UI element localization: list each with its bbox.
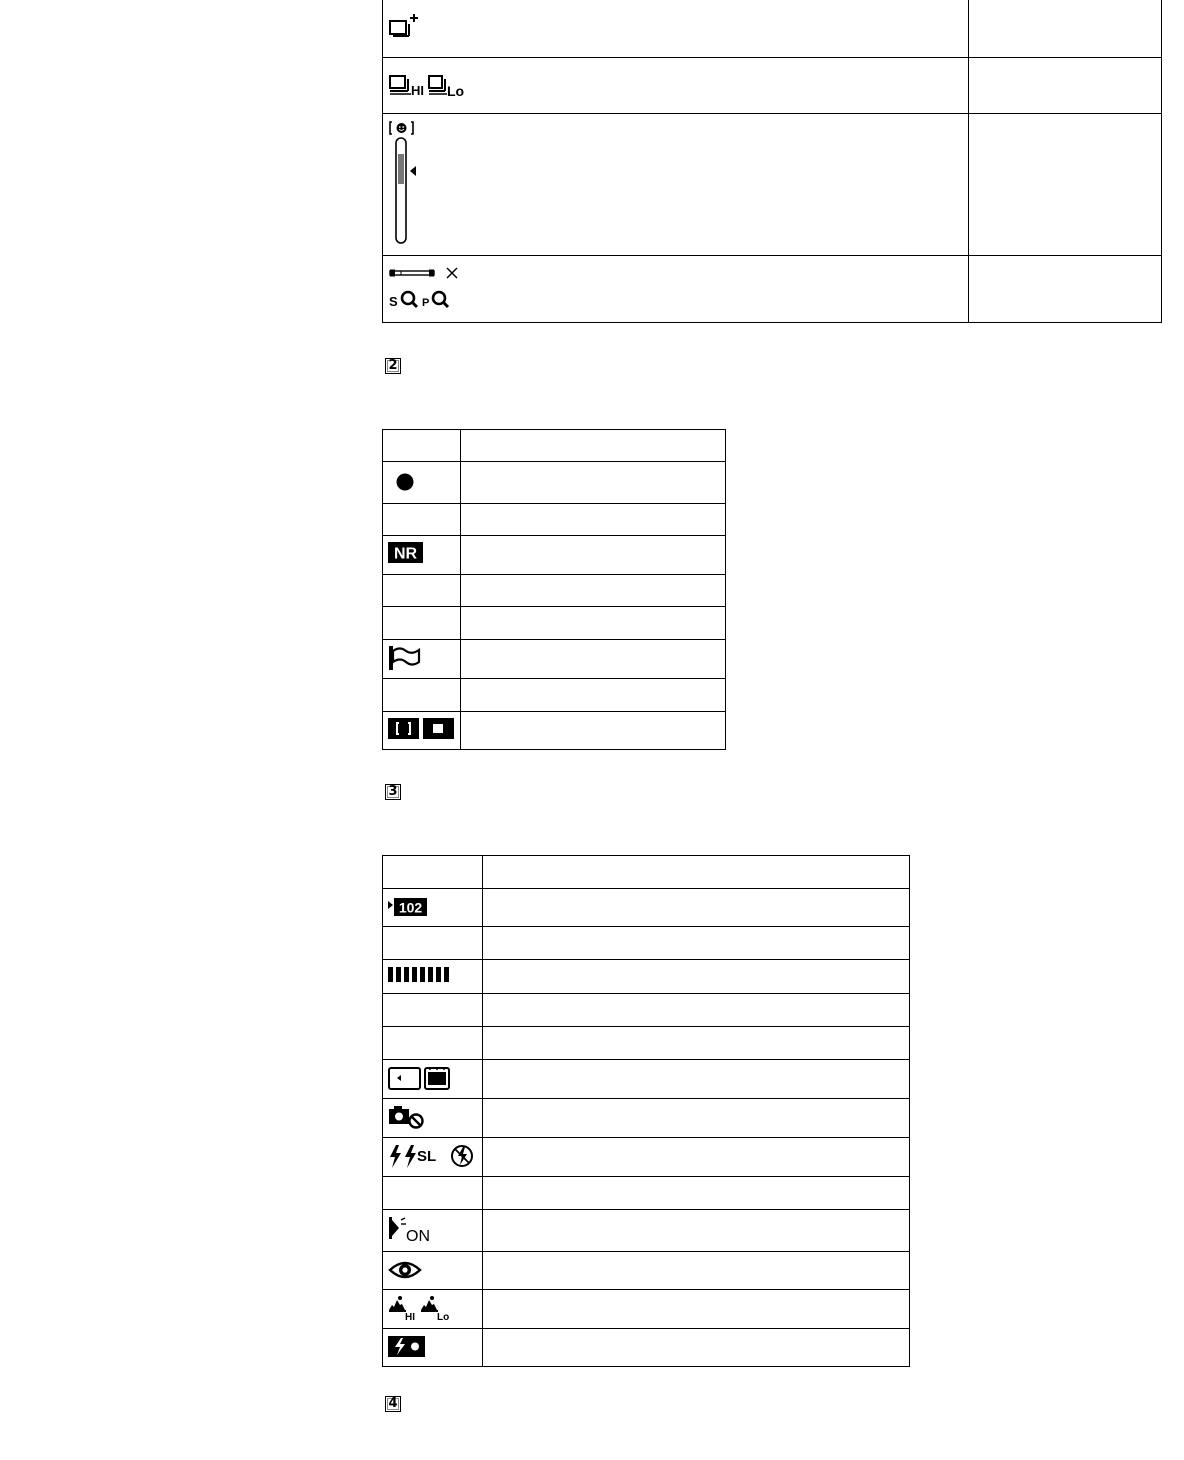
table-row bbox=[383, 0, 1162, 58]
table-row bbox=[383, 1210, 910, 1252]
svg-text:HI: HI bbox=[405, 1312, 415, 1323]
flash-slow-sync-icon bbox=[405, 1145, 416, 1168]
battery-level-icon bbox=[388, 966, 454, 984]
af-illuminator-icon bbox=[388, 1216, 438, 1244]
red-eye-icon bbox=[388, 1259, 424, 1281]
table-row bbox=[383, 889, 910, 927]
table-row bbox=[383, 1177, 910, 1210]
flash-charging-icon bbox=[388, 1336, 428, 1358]
svg-text:SL: SL bbox=[417, 1148, 437, 1165]
table-row bbox=[383, 1138, 910, 1177]
af-area-wide-icon bbox=[388, 718, 419, 739]
table-row bbox=[383, 960, 910, 994]
internal-memory-icon bbox=[425, 1067, 449, 1089]
record-dot-icon bbox=[395, 472, 415, 492]
table-row bbox=[383, 1329, 910, 1367]
table-row bbox=[383, 58, 1162, 114]
noise-reduction-icon bbox=[388, 542, 424, 564]
table-row bbox=[383, 607, 726, 640]
table-row bbox=[383, 504, 726, 536]
svg-text:NR: NR bbox=[393, 545, 418, 563]
table-row bbox=[383, 640, 726, 679]
flash-auto-icon bbox=[390, 1145, 401, 1168]
svg-text:Lo: Lo bbox=[447, 83, 465, 98]
svg-text:S: S bbox=[389, 294, 398, 309]
icon-table-3 bbox=[382, 855, 910, 1367]
storage-icons bbox=[388, 1066, 452, 1092]
burst-plus-icon bbox=[389, 14, 423, 40]
memory-card-icon bbox=[389, 1068, 420, 1089]
flash-mode-icons bbox=[388, 1144, 478, 1170]
af-area-icons bbox=[388, 717, 456, 741]
table-row bbox=[383, 679, 726, 712]
svg-text:P: P bbox=[422, 297, 430, 309]
smile-shutter-icon bbox=[389, 120, 419, 248]
svg-text:102: 102 bbox=[398, 899, 423, 916]
flag-icon bbox=[388, 645, 422, 671]
table-row bbox=[383, 1060, 910, 1099]
icon-table-1 bbox=[382, 0, 1162, 323]
dro-hi-icon bbox=[389, 1296, 415, 1323]
section-number-4: 4 bbox=[385, 1396, 401, 1412]
table-row bbox=[383, 994, 910, 1027]
table-row bbox=[383, 256, 1162, 323]
svg-text:HI: HI bbox=[411, 83, 424, 98]
svg-text:Lo: Lo bbox=[437, 1312, 450, 1323]
table-row bbox=[383, 927, 910, 960]
section-number-3: 3 bbox=[385, 784, 401, 800]
icon-table-2 bbox=[382, 429, 726, 750]
camera-shake-warning-icon bbox=[388, 1104, 428, 1130]
svg-text:ON: ON bbox=[406, 1228, 430, 1244]
table-header-row bbox=[383, 430, 726, 462]
table-row bbox=[383, 712, 726, 750]
continuous-hi-icon bbox=[389, 72, 475, 98]
dro-icons bbox=[388, 1295, 454, 1323]
table-row bbox=[383, 1099, 910, 1138]
folder-icon bbox=[388, 897, 428, 919]
flash-off-icon bbox=[452, 1146, 472, 1166]
table-row bbox=[383, 114, 1162, 256]
table-row bbox=[383, 575, 726, 607]
table-row bbox=[383, 462, 726, 504]
zoom-indicator-icon bbox=[389, 266, 469, 312]
dro-lo-icon bbox=[421, 1296, 449, 1323]
section-number-2: 2 bbox=[385, 358, 401, 374]
table-row bbox=[383, 536, 726, 575]
table-row bbox=[383, 1290, 910, 1329]
table-row bbox=[383, 1027, 910, 1060]
af-area-spot-icon bbox=[423, 718, 454, 739]
table-row bbox=[383, 1252, 910, 1290]
table-header-row bbox=[383, 856, 910, 889]
